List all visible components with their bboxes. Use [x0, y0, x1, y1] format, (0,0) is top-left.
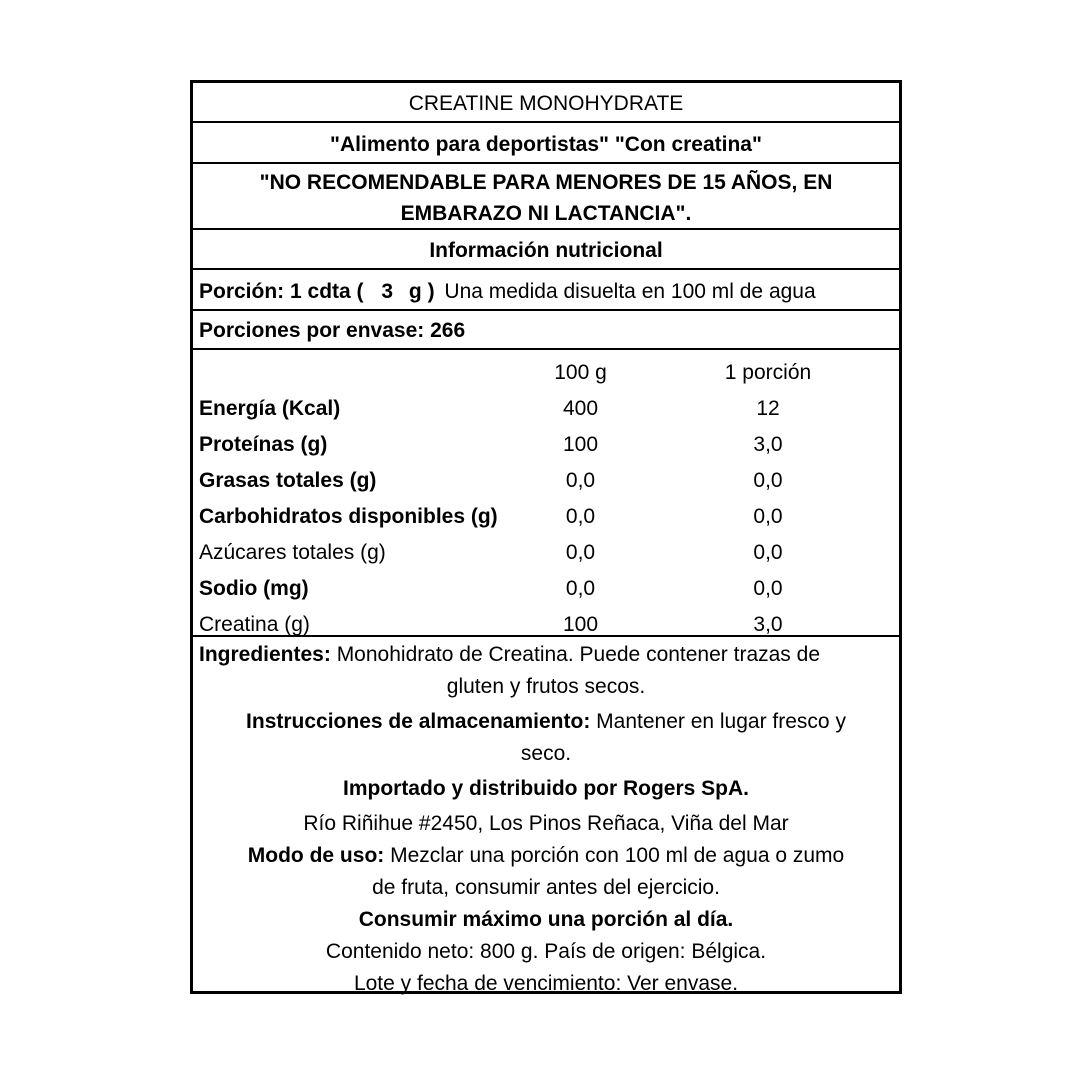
nutrient-value-100g: 0,0 [565, 541, 596, 564]
address: Río Riñihue #2450, Los Pinos Reñaca, Viña del Mar [303, 812, 789, 835]
usage-text-cont: de fruta, consumir antes del ejercicio. [372, 876, 720, 899]
divider [193, 268, 899, 270]
divider [193, 348, 899, 350]
nutrient-name: Azúcares totales (g) [199, 541, 386, 564]
nutrient-name: Energía (Kcal) [199, 397, 341, 420]
nutrient-value-100g: 0,0 [565, 577, 596, 600]
nutrient-row [193, 499, 899, 535]
servings-per-container: Porciones por envase: 266 [199, 319, 466, 342]
divider [193, 162, 899, 164]
lot-expiry: Lote y fecha de vencimiento: Ver envase. [353, 972, 739, 995]
nutrient-row [193, 427, 899, 463]
nutrient-value-100g: 400 [562, 397, 599, 420]
nutrient-value-100g: 100 [562, 433, 599, 456]
column-header-serving: 1 porción [724, 361, 812, 384]
nutrient-value-serving: 0,0 [753, 469, 783, 492]
ingredients [193, 639, 899, 671]
warning-line-1: "NO RECOMENDABLE PARA MENORES DE 15 AÑOS, EN [259, 171, 833, 194]
storage-text-cont: seco. [520, 742, 572, 765]
nutrient-value-100g: 100 [562, 613, 599, 636]
usage-text: Mezclar una porción con 100 ml de agua o zumo [384, 844, 845, 867]
nutrient-row [193, 571, 899, 607]
nutrient-name: Sodio (mg) [199, 577, 309, 600]
serving-unit: g ) [408, 280, 435, 303]
nutrient-row [193, 463, 899, 499]
warning-line-2: EMBARAZO NI LACTANCIA". [400, 202, 692, 225]
nutrient-name: Creatina (g) [199, 613, 310, 636]
column-header-100g: 100 g [554, 361, 607, 384]
importer: Importado y distribuido por Rogers SpA. [342, 777, 749, 800]
divider [193, 228, 899, 230]
storage-text: Mantener en lugar fresco y [590, 710, 846, 733]
ingredients-text-cont: gluten y frutos secos. [446, 675, 646, 698]
nutrient-name: Proteínas (g) [199, 433, 328, 456]
usage-label: Modo de uso: [247, 844, 385, 867]
nutrient-value-serving: 12 [756, 397, 780, 420]
nutrient-value-100g: 0,0 [565, 505, 596, 528]
nutrient-name: Carbohidratos disponibles (g) [199, 505, 498, 528]
nutrient-value-100g: 0,0 [565, 469, 596, 492]
nutrient-value-serving: 3,0 [753, 433, 783, 456]
divider [193, 309, 899, 311]
nutrition-column-headers [193, 355, 899, 391]
divider [193, 635, 899, 637]
serving-label: Porción: 1 cdta ( [199, 280, 364, 303]
nutrient-value-serving: 0,0 [753, 541, 783, 564]
net-content: Contenido neto: 800 g. País de origen: Bélgica. [325, 940, 767, 963]
ingredients-label: Ingredientes: [199, 643, 331, 666]
nutrient-value-serving: 0,0 [753, 577, 783, 600]
product-title: CREATINE MONOHYDRATE [408, 92, 684, 115]
ingredients-text: Monohidrato de Creatina. Puede contener trazas de [330, 643, 821, 666]
nutrient-row [193, 391, 899, 427]
nutrient-value-serving: 0,0 [753, 505, 783, 528]
storage-instructions [193, 706, 899, 738]
usage-instructions [193, 840, 899, 872]
max-dose-warning: Consumir máximo una porción al día. [358, 908, 734, 931]
divider [193, 121, 899, 123]
nutrient-row [193, 607, 899, 643]
serving-size [199, 277, 901, 307]
nutrient-name: Grasas totales (g) [199, 469, 377, 492]
label-footer [193, 639, 899, 1000]
nutrient-value-serving: 3,0 [753, 613, 783, 636]
nutrient-row [193, 535, 899, 571]
nutrition-heading: Información nutricional [429, 239, 663, 262]
nutrition-label [190, 80, 902, 994]
product-claims: "Alimento para deportistas" "Con creatina" [330, 133, 762, 156]
serving-amount: 3 [381, 280, 394, 303]
storage-label: Instrucciones de almacenamiento: [246, 710, 591, 733]
serving-note: Una medida disuelta en 100 ml de agua [444, 280, 816, 303]
